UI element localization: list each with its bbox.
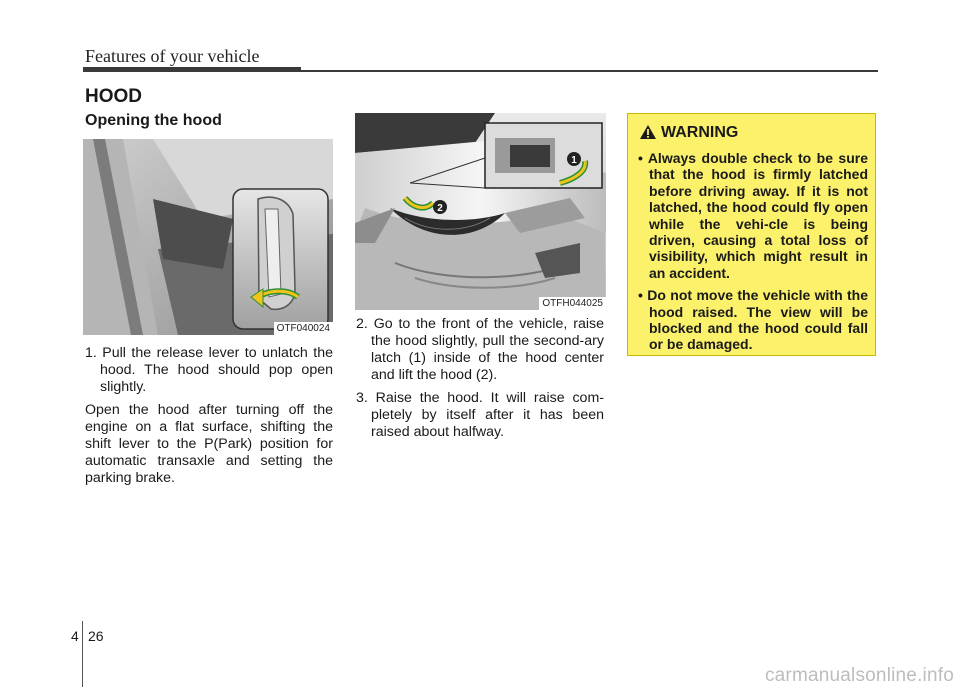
warning-item: • Do not move the vehicle with the hood raised. The view will be blocked and the hood could fall or be damaged. [638, 287, 868, 353]
chapter-number: 4 [71, 628, 79, 644]
warning-list [638, 150, 868, 359]
middle-column-text [356, 316, 604, 447]
footer-rule [82, 621, 83, 687]
running-header: Features of your vehicle [85, 46, 260, 66]
hood-release-lever-figure [83, 139, 333, 335]
watermark: carmanualsonline.info [764, 665, 954, 686]
left-column-text [85, 345, 333, 487]
hood-release-lever-illustration [83, 139, 333, 335]
figure-code: OTFH044025 [539, 297, 606, 310]
warning-triangle-icon [639, 124, 657, 145]
warning-item: • Always double check to be sure that the hood is firmly latched before driving away. If it is not latched, the hood could fly open while the vehi-cle is being driven, causing a total loss of visibility, which might result in an accident. [638, 150, 868, 281]
header-rule-thin [301, 70, 878, 72]
secondary-latch-figure [355, 113, 606, 310]
car-front-illustration [355, 113, 606, 310]
page-number: 26 [88, 628, 104, 644]
step-2: 2. Go to the front of the vehicle, raise the hood slightly, pull the second-ary latch (1) inside of the hood center and lift the hood (2). [356, 316, 604, 383]
subsection-title: Opening the hood [85, 112, 222, 129]
section-title: HOOD [85, 86, 142, 107]
step-3: 3. Raise the hood. It will raise com-pletely by itself after it has been raised about halfway. [356, 390, 604, 440]
callout-2: 2 [437, 203, 443, 214]
callout-1: 1 [571, 155, 577, 166]
figure-code: OTF040024 [274, 322, 333, 335]
hood-opening-instructions: Open the hood after turning off the engine on a flat surface, shifting the shift lever to the P(Park) position for automatic transaxle and setting the parking brake. [85, 402, 333, 486]
header-rule-thick [83, 67, 301, 72]
step-1: 1. Pull the release lever to unlatch the hood. The hood should pop open slightly. [85, 345, 333, 395]
warning-box [627, 113, 876, 356]
warning-title: WARNING [661, 124, 739, 141]
